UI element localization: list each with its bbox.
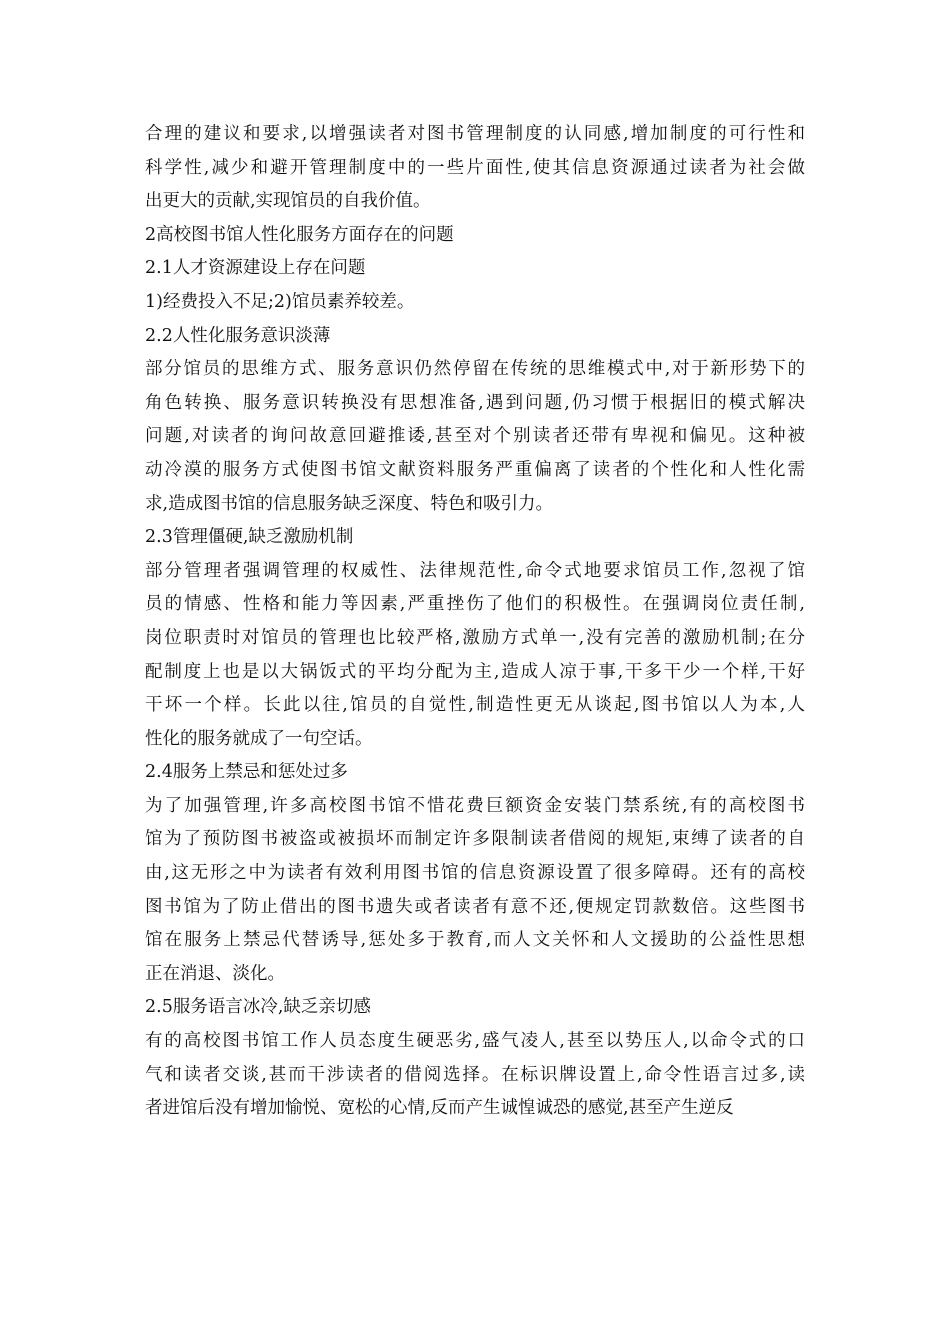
- section-heading: [145, 991, 805, 1025]
- text-line: 干坏一个样。长此以往,馆员的自觉性,制造性更无从谈起,图书馆以人为本,人: [145, 695, 805, 716]
- text-line: 求,造成图书馆的信息服务缺乏深度、特色和吸引力。: [145, 493, 554, 514]
- section-heading: [145, 252, 805, 286]
- text-line: 合理的建议和要求,以增强读者对图书管理制度的认同感,增加制度的可行性和: [145, 124, 805, 144]
- section-heading: [145, 521, 805, 555]
- text-line: 2.5服务语言冰冷,缺乏亲切感: [145, 997, 371, 1018]
- paragraph: [145, 555, 805, 757]
- text-line: 配制度上也是以大锅饭式的平均分配为主,造成人凉于事,干多干少一个样,干好: [145, 661, 805, 682]
- text-line: 为了加强管理,许多高校图书馆不惜花费巨额资金安装门禁系统,有的高校图书: [145, 795, 805, 816]
- text-line: 科学性,减少和避开管理制度中的一些片面性,使其信息资源通过读者为社会做: [145, 157, 805, 178]
- section-heading: [145, 219, 805, 253]
- text-line: 馆在服务上禁忌代替诱导,惩处多于教育,而人文关怀和人文援助的公益性思想: [145, 930, 805, 951]
- text-line: 气和读者交谈,甚而干涉读者的借阅选择。在标识牌设置上,命令性语言过多,读: [145, 1064, 805, 1085]
- text-line: 出更大的贡献,实现馆员的自我价值。: [145, 191, 431, 212]
- paragraph: [145, 1025, 805, 1126]
- paragraph: [145, 286, 805, 320]
- text-line: 馆为了预防图书被盗或被损坏而制定许多限制读者借阅的规矩,束缚了读者的自: [145, 829, 805, 850]
- text-line: 2.2人性化服务意识淡薄: [145, 325, 331, 346]
- text-line: 2.3管理僵硬,缺乏激励机制: [145, 527, 354, 548]
- text-line: 问题,对读者的询问故意回避推诿,甚至对个别读者还带有卑视和偏见。这种被: [145, 426, 805, 447]
- text-line: 有的高校图书馆工作人员态度生硬恶劣,盛气凌人,甚至以势压人,以命令式的口: [145, 1031, 805, 1052]
- text-line: 部分管理者强调管理的权威性、法律规范性,命令式地要求馆员工作,忽视了馆: [145, 560, 805, 581]
- text-line: 1)经费投入不足;2)馆员素养较差。: [145, 291, 415, 312]
- text-line: 正在消退、淡化。: [145, 963, 285, 984]
- text-line: 2高校图书馆人性化服务方面存在的问题: [145, 224, 454, 245]
- text-line: 2.1人才资源建设上存在问题: [145, 258, 366, 279]
- section-heading: [145, 320, 805, 354]
- text-line: 2.4服务上禁忌和惩处过多: [145, 762, 348, 783]
- text-line: 者进馆后没有增加愉悦、宽松的心情,反而产生诚惶诚恐的感觉,甚至产生逆反: [145, 1098, 734, 1119]
- text-line: 由,这无形之中为读者有效利用图书馆的信息资源设置了很多障碍。还有的高校: [145, 863, 805, 884]
- text-line: 图书馆为了防止借出的图书遗失或者读者有意不还,便规定罚款数倍。这些图书: [145, 896, 805, 917]
- text-line: 动冷漠的服务方式使图书馆文献资料服务严重偏离了读者的个性化和人性化需: [145, 459, 805, 480]
- section-heading: [145, 756, 805, 790]
- document-body: [145, 118, 805, 1126]
- paragraph: [145, 790, 805, 992]
- text-line: 角色转换、服务意识转换没有思想准备,遇到问题,仍习惯于根据旧的模式解决: [145, 392, 805, 413]
- paragraph: [145, 118, 805, 219]
- text-line: 性化的服务就成了一句空话。: [145, 728, 373, 749]
- text-line: 部分馆员的思维方式、服务意识仍然停留在传统的思维模式中,对于新形势下的: [145, 359, 805, 380]
- paragraph: [145, 353, 805, 521]
- text-line: 员的情感、性格和能力等因素,严重挫伤了他们的积极性。在强调岗位责任制,: [145, 594, 805, 615]
- text-line: 岗位职责时对馆员的管理也比较严格,激励方式单一,没有完善的激励机制;在分: [145, 627, 805, 648]
